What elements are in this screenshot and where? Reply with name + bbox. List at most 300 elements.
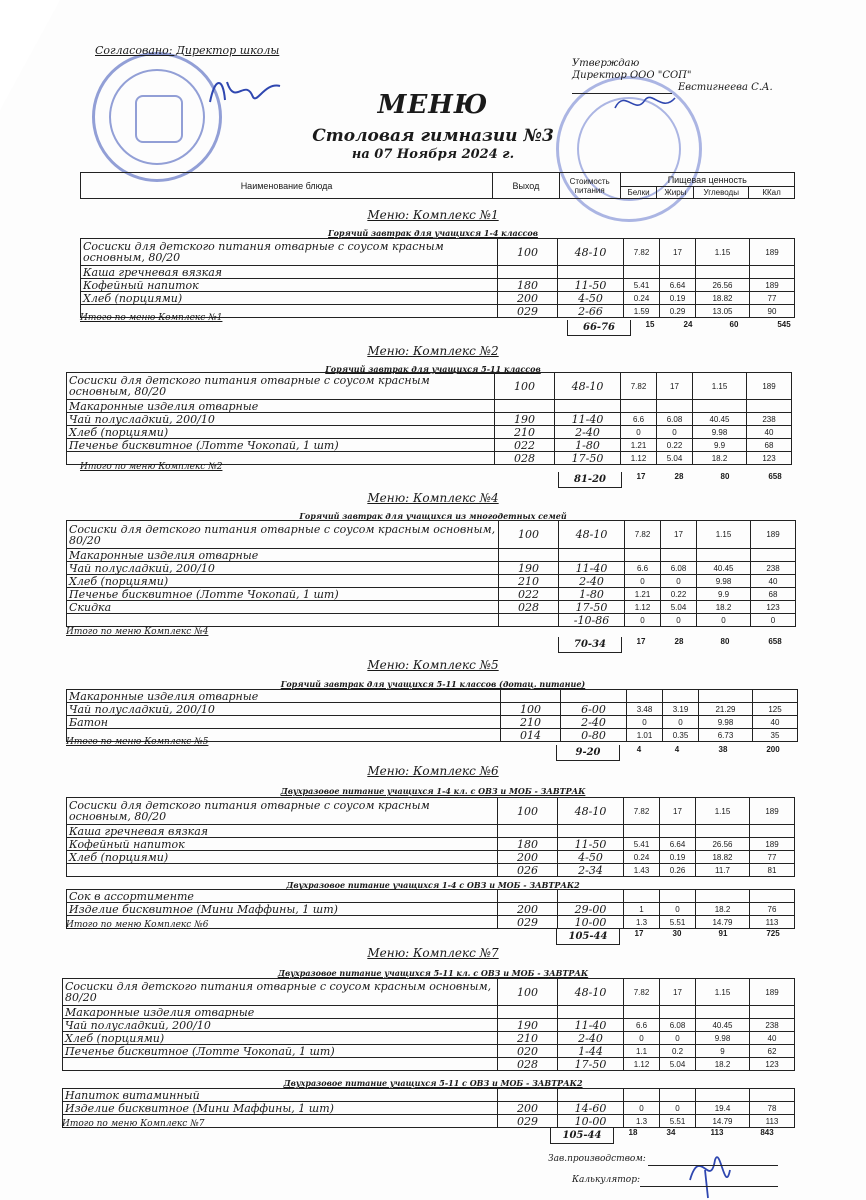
dish-name: Печенье бисквитное (Лотте Чокопай, 1 шт) — [67, 439, 495, 452]
dish-protein — [624, 890, 660, 903]
dish-fat: 0.19 — [660, 851, 696, 864]
dish-price: 11-40 — [559, 562, 625, 575]
dish-kcal — [750, 1006, 795, 1019]
table-row — [67, 588, 796, 601]
dish-price — [561, 690, 627, 703]
dish-kcal: 81 — [750, 864, 795, 877]
dish-protein: 1.43 — [624, 864, 660, 877]
total-carbs: 60 — [729, 320, 739, 329]
dish-carbs — [699, 690, 753, 703]
section-title: Меню: Комплекс №2 — [367, 344, 499, 358]
dish-protein — [621, 400, 657, 413]
menu-table — [66, 797, 795, 877]
table-row — [67, 439, 792, 452]
dish-price — [558, 1089, 624, 1102]
dish-protein: 1.1 — [624, 1045, 660, 1058]
dish-fat — [660, 266, 696, 279]
header-fat: Жиры — [657, 187, 694, 199]
dish-output: 100 — [501, 703, 561, 716]
dish-price: 11-50 — [558, 279, 624, 292]
header-kcal: ККал — [749, 187, 795, 199]
header-nutrition: Пищевая ценность — [620, 173, 794, 187]
dish-output: 014 — [501, 729, 561, 742]
dish-kcal — [753, 690, 798, 703]
dish-fat: 6.08 — [661, 562, 697, 575]
dish-name: Сосиски для детского питания отварные с соусом красным основным, 80/20 — [67, 373, 495, 400]
total-label: Итого по меню Комплекс №5 — [66, 737, 209, 747]
total-protein: 17 — [636, 637, 646, 646]
dish-carbs: 1.15 — [696, 798, 750, 825]
total-kcal: 725 — [766, 929, 780, 938]
total-price: 105-44 — [556, 929, 620, 945]
dish-fat: 0 — [660, 1102, 696, 1115]
dish-protein: 1.21 — [621, 439, 657, 452]
dish-fat: 6.08 — [657, 413, 693, 426]
dish-carbs — [696, 266, 750, 279]
dish-output — [498, 266, 558, 279]
dish-carbs: 9.98 — [696, 1032, 750, 1045]
column-header-table — [80, 172, 795, 199]
dish-protein: 0 — [624, 1032, 660, 1045]
dish-protein: 0 — [625, 575, 661, 588]
total-carbs: 113 — [710, 1128, 724, 1137]
dish-kcal: 90 — [750, 305, 795, 318]
dish-fat: 5.51 — [660, 916, 696, 929]
menu-table — [66, 520, 796, 627]
table-row — [67, 864, 795, 877]
dish-output — [498, 1089, 558, 1102]
total-protein: 18 — [628, 1128, 638, 1137]
dish-fat: 0.29 — [660, 305, 696, 318]
page-date: на 07 Ноября 2024 г. — [351, 147, 515, 162]
dish-price: 17-50 — [558, 1058, 624, 1071]
total-carbs: 91 — [718, 929, 728, 938]
dish-output: 100 — [498, 979, 558, 1006]
total-price: 9-20 — [556, 745, 620, 761]
table-row — [67, 549, 796, 562]
table-row — [67, 716, 798, 729]
dish-fat — [660, 1089, 696, 1102]
table-row — [67, 890, 795, 903]
dish-fat — [660, 825, 696, 838]
dish-protein: 5.41 — [624, 279, 660, 292]
dish-protein: 6.6 — [625, 562, 661, 575]
dish-price — [558, 825, 624, 838]
dish-kcal: 77 — [750, 292, 795, 305]
dish-name: Сосиски для детского питания отварные с соусом красным основным, 80/20 — [67, 798, 498, 825]
approve-line2: Директор ООО "СОП" — [572, 70, 692, 81]
dish-fat: 0 — [660, 1032, 696, 1045]
dish-price: 6-00 — [561, 703, 627, 716]
table-row — [63, 979, 795, 1006]
table-row — [67, 690, 798, 703]
dish-output: 028 — [495, 452, 555, 465]
dish-carbs: 21.29 — [699, 703, 753, 716]
dish-output — [499, 549, 559, 562]
dish-kcal: 123 — [747, 452, 792, 465]
dish-fat: 0 — [657, 426, 693, 439]
table-row — [63, 1006, 795, 1019]
dish-price: 4-50 — [558, 851, 624, 864]
dish-output: 180 — [498, 838, 558, 851]
dish-protein: 0 — [625, 614, 661, 627]
table-row — [67, 426, 792, 439]
dish-kcal: 189 — [750, 239, 795, 266]
dish-price — [558, 1006, 624, 1019]
table-row — [67, 614, 796, 627]
dish-protein: 6.6 — [621, 413, 657, 426]
dish-protein: 0.24 — [624, 851, 660, 864]
dish-output — [501, 690, 561, 703]
dish-fat: 17 — [660, 239, 696, 266]
dish-fat: 5.04 — [657, 452, 693, 465]
section-title: Меню: Комплекс №1 — [367, 208, 499, 222]
menu-table — [66, 689, 798, 742]
dish-price — [559, 549, 625, 562]
table-row — [67, 521, 796, 549]
dish-name: Изделие бисквитное (Мини Маффины, 1 шт) — [63, 1102, 498, 1115]
dish-protein: 0.24 — [624, 292, 660, 305]
dish-protein: 1.12 — [621, 452, 657, 465]
dish-carbs: 11.7 — [696, 864, 750, 877]
dish-price: 48-10 — [559, 521, 625, 549]
dish-carbs: 18.2 — [696, 1058, 750, 1071]
dish-name: Хлеб (порциями) — [63, 1032, 498, 1045]
table-row — [67, 373, 792, 400]
dish-output: 200 — [498, 1102, 558, 1115]
dish-name: Каша гречневая вязкая — [67, 825, 498, 838]
dish-carbs: 9.98 — [693, 426, 747, 439]
dish-protein: 7.82 — [625, 521, 661, 549]
dish-fat: 3.19 — [663, 703, 699, 716]
dish-kcal: 77 — [750, 851, 795, 864]
total-fat: 4 — [674, 745, 680, 754]
menu-table — [80, 238, 795, 318]
total-row — [556, 745, 796, 761]
dish-price: 48-10 — [558, 979, 624, 1006]
dish-price: 2-66 — [558, 305, 624, 318]
dish-output: 190 — [495, 413, 555, 426]
dish-output: 100 — [498, 239, 558, 266]
dish-price: 2-40 — [555, 426, 621, 439]
dish-output: 026 — [498, 864, 558, 877]
table-row — [67, 575, 796, 588]
header-name: Наименование блюда — [81, 173, 493, 199]
dish-fat: 17 — [660, 798, 696, 825]
dish-fat: 5.04 — [661, 601, 697, 614]
dish-price: 14-60 — [558, 1102, 624, 1115]
dish-carbs: 13.05 — [696, 305, 750, 318]
total-label: Итого по меню Комплекс №4 — [66, 627, 209, 637]
dish-fat: 17 — [661, 521, 697, 549]
table-row — [63, 1045, 795, 1058]
section-title: Меню: Комплекс №4 — [367, 491, 499, 505]
dish-kcal: 238 — [751, 562, 796, 575]
dish-carbs: 1.15 — [697, 521, 751, 549]
dish-protein: 1.12 — [625, 601, 661, 614]
dish-kcal: 68 — [751, 588, 796, 601]
section-title: Меню: Комплекс №5 — [367, 658, 499, 672]
dish-price: 2-34 — [558, 864, 624, 877]
dish-name — [67, 864, 498, 877]
dish-fat: 6.08 — [660, 1019, 696, 1032]
dish-output: 029 — [498, 305, 558, 318]
dish-protein: 1.12 — [624, 1058, 660, 1071]
total-kcal: 545 — [777, 320, 791, 329]
dish-protein: 7.82 — [621, 373, 657, 400]
dish-kcal — [751, 549, 796, 562]
subsection-title: Двухразовое питание учащихся 5-11 кл. с ОВЗ и МОБ - ЗАВТРАК — [277, 968, 589, 978]
approval-block — [572, 58, 812, 94]
dish-output: 190 — [499, 562, 559, 575]
dish-protein — [624, 1089, 660, 1102]
total-fat: 24 — [683, 320, 693, 329]
dish-protein — [624, 1006, 660, 1019]
dish-output: 210 — [498, 1032, 558, 1045]
table-row — [67, 825, 795, 838]
dish-output: 022 — [499, 588, 559, 601]
dish-price: 17-50 — [559, 601, 625, 614]
dish-output — [495, 400, 555, 413]
dish-kcal: 189 — [750, 279, 795, 292]
dish-fat: 0.22 — [657, 439, 693, 452]
total-fat: 34 — [666, 1128, 676, 1137]
dish-kcal: 0 — [751, 614, 796, 627]
dish-carbs: 40.45 — [696, 1019, 750, 1032]
total-protein: 4 — [636, 745, 642, 754]
dish-price: 1-44 — [558, 1045, 624, 1058]
dish-output: 020 — [498, 1045, 558, 1058]
total-price: 105-44 — [550, 1128, 614, 1144]
dish-name: Изделие бисквитное (Мини Маффины, 1 шт) — [67, 903, 498, 916]
dish-output: 029 — [498, 1115, 558, 1128]
menu-table — [66, 372, 792, 465]
dish-output: 210 — [499, 575, 559, 588]
dish-kcal: 123 — [751, 601, 796, 614]
dish-carbs: 14.79 — [696, 1115, 750, 1128]
subsection-title: Двухразовое питание учащихся 1-4 кл. с ОВЗ и МОБ - ЗАВТРАК — [280, 786, 586, 796]
dish-fat: 0.22 — [661, 588, 697, 601]
dish-carbs: 6.73 — [699, 729, 753, 742]
dish-carbs: 9.98 — [697, 575, 751, 588]
dish-output — [498, 825, 558, 838]
dish-price: 4-50 — [558, 292, 624, 305]
page-subtitle: Столовая гимназии №3 — [312, 126, 554, 146]
dish-kcal: 76 — [750, 903, 795, 916]
subsection-title: Горячий завтрак для учащихся 1-4 классов — [328, 228, 538, 238]
dish-kcal: 189 — [750, 798, 795, 825]
total-kcal: 200 — [766, 745, 780, 754]
dish-kcal — [750, 1089, 795, 1102]
dish-kcal — [750, 266, 795, 279]
table-row — [67, 798, 795, 825]
total-price: 70-34 — [558, 637, 622, 653]
subsection-title: Горячий завтрак для учащихся из многодетных семей — [299, 511, 567, 521]
total-fat: 28 — [674, 472, 684, 481]
dish-protein: 1.21 — [625, 588, 661, 601]
dish-output — [499, 614, 559, 627]
dish-kcal: 40 — [751, 575, 796, 588]
dish-name: Сосиски для детского питания отварные с соусом красным основным, 80/20 — [63, 979, 498, 1006]
dish-price: 48-10 — [555, 373, 621, 400]
dish-fat: 6.64 — [660, 279, 696, 292]
total-row — [550, 1128, 790, 1144]
dish-name — [67, 614, 499, 627]
dish-price: 10-00 — [558, 916, 624, 929]
table-row — [81, 279, 795, 292]
total-label: Итого по меню Комплекс №7 — [62, 1119, 205, 1129]
dish-carbs: 18.82 — [696, 292, 750, 305]
dish-name: Батон — [67, 716, 501, 729]
dish-price: 11-50 — [558, 838, 624, 851]
total-row — [567, 320, 807, 336]
approve-name: Евстигнеева С.А. — [678, 82, 773, 93]
dish-price: 2-40 — [559, 575, 625, 588]
calculator-line — [640, 1186, 778, 1187]
dish-output: 029 — [498, 916, 558, 929]
dish-name: Сосиски для детского питания отварные с соусом красным основным, 80/20 — [81, 239, 498, 266]
dish-name: Чай полусладкий, 200/10 — [67, 413, 495, 426]
table-row — [63, 1102, 795, 1115]
dish-output: 200 — [498, 903, 558, 916]
dish-price: 29-00 — [558, 903, 624, 916]
table-row — [67, 838, 795, 851]
header-protein: Белки — [620, 187, 657, 199]
dish-fat: 0 — [661, 614, 697, 627]
dish-carbs — [696, 825, 750, 838]
total-protein: 17 — [636, 472, 646, 481]
dish-fat: 0.19 — [660, 292, 696, 305]
dish-name: Сосиски для детского питания отварные с соусом красным основным, 80/20 — [67, 521, 499, 549]
dish-output: 022 — [495, 439, 555, 452]
dish-protein: 1.59 — [624, 305, 660, 318]
total-label: Итого по меню Комплекс №6 — [66, 920, 209, 930]
dish-price — [558, 890, 624, 903]
production-head-line — [648, 1165, 778, 1166]
dish-carbs — [696, 890, 750, 903]
dish-fat: 0.26 — [660, 864, 696, 877]
dish-carbs: 18.2 — [696, 903, 750, 916]
dish-price: 17-50 — [555, 452, 621, 465]
dish-protein: 7.82 — [624, 239, 660, 266]
dish-name: Макаронные изделия отварные — [63, 1006, 498, 1019]
total-row — [558, 637, 798, 653]
total-price: 81-20 — [558, 472, 622, 488]
dish-name: Хлеб (порциями) — [67, 426, 495, 439]
dish-kcal: 113 — [750, 1115, 795, 1128]
dish-kcal — [747, 400, 792, 413]
table-row — [67, 851, 795, 864]
dish-fat: 0.2 — [660, 1045, 696, 1058]
dish-price — [555, 400, 621, 413]
dish-fat: 6.64 — [660, 838, 696, 851]
dish-name: Макаронные изделия отварные — [67, 549, 499, 562]
total-protein: 17 — [634, 929, 644, 938]
agreed-label: Согласовано: Директор школы — [95, 44, 280, 57]
header-cost: Стоимость питания — [559, 173, 620, 199]
subsection-title: Горячий завтрак для учащихся 5-11 классов — [325, 364, 541, 374]
dish-kcal: 40 — [753, 716, 798, 729]
dish-output: 210 — [501, 716, 561, 729]
dish-price: 11-40 — [558, 1019, 624, 1032]
total-row — [556, 929, 796, 945]
dish-protein: 1.01 — [627, 729, 663, 742]
dish-name: Кофейный напиток — [67, 838, 498, 851]
calculator-label: Калькулятор: — [572, 1175, 640, 1185]
dish-price: 11-40 — [555, 413, 621, 426]
dish-protein: 1 — [624, 903, 660, 916]
total-carbs: 80 — [720, 637, 730, 646]
dish-output: 100 — [498, 798, 558, 825]
dish-name — [63, 1058, 498, 1071]
dish-name: Чай полусладкий, 200/10 — [67, 703, 501, 716]
dish-output — [498, 1006, 558, 1019]
dish-kcal — [750, 890, 795, 903]
dish-carbs: 9 — [696, 1045, 750, 1058]
dish-price: -10-86 — [559, 614, 625, 627]
dish-price: 0-80 — [561, 729, 627, 742]
dish-name: Скидка — [67, 601, 499, 614]
dish-output: 028 — [498, 1058, 558, 1071]
total-fat: 28 — [674, 637, 684, 646]
dish-carbs: 14.79 — [696, 916, 750, 929]
dish-fat: 5.04 — [660, 1058, 696, 1071]
dish-protein — [624, 825, 660, 838]
dish-carbs: 18.2 — [693, 452, 747, 465]
dish-protein: 3.48 — [627, 703, 663, 716]
approve-line1: Утверждаю — [572, 58, 640, 69]
dish-fat: 17 — [657, 373, 693, 400]
dish-protein: 6.6 — [624, 1019, 660, 1032]
dish-kcal: 40 — [747, 426, 792, 439]
dish-carbs: 19.4 — [696, 1102, 750, 1115]
dish-carbs — [696, 1006, 750, 1019]
menu-table — [62, 978, 795, 1071]
dish-kcal: 238 — [750, 1019, 795, 1032]
dish-kcal: 78 — [750, 1102, 795, 1115]
dish-kcal: 123 — [750, 1058, 795, 1071]
dish-protein — [625, 549, 661, 562]
dish-protein: 0 — [624, 1102, 660, 1115]
dish-price: 1-80 — [555, 439, 621, 452]
dish-carbs: 9.98 — [699, 716, 753, 729]
dish-output: 100 — [499, 521, 559, 549]
dish-fat — [660, 890, 696, 903]
table-row — [81, 292, 795, 305]
dish-output: 180 — [498, 279, 558, 292]
dish-kcal: 189 — [747, 373, 792, 400]
table-row — [63, 1019, 795, 1032]
dish-fat — [657, 400, 693, 413]
dish-name: Напиток витаминный — [63, 1089, 498, 1102]
dish-protein — [627, 690, 663, 703]
dish-carbs: 1.15 — [693, 373, 747, 400]
total-row — [558, 472, 798, 488]
dish-output: 200 — [498, 292, 558, 305]
table-row — [63, 1089, 795, 1102]
dish-name: Хлеб (порциями) — [81, 292, 498, 305]
dish-fat — [663, 690, 699, 703]
dish-fat — [660, 1006, 696, 1019]
dish-carbs: 18.2 — [697, 601, 751, 614]
dish-fat: 0 — [661, 575, 697, 588]
dish-fat: 5.51 — [660, 1115, 696, 1128]
dish-carbs: 40.45 — [697, 562, 751, 575]
dish-protein: 1.3 — [624, 916, 660, 929]
table-row — [63, 1058, 795, 1071]
total-protein: 15 — [645, 320, 655, 329]
dish-name: Кофейный напиток — [81, 279, 498, 292]
